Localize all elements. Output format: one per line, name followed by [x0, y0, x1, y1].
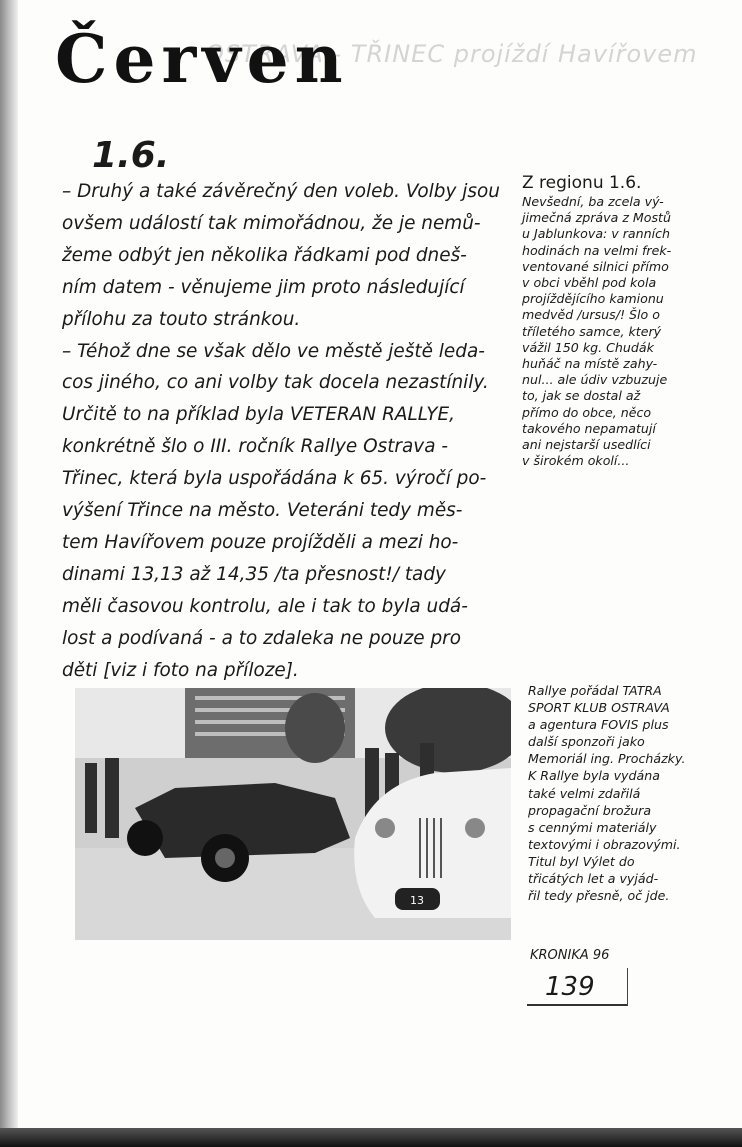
- text-line: ani nejstarší usedlíci: [522, 437, 651, 453]
- text-line: SPORT KLUB OSTRAVA: [528, 700, 670, 716]
- text-line: huňáč na místě zahy-: [522, 356, 658, 372]
- text-line: cos jiného, co ani volby tak docela nezastínily.: [62, 371, 489, 394]
- text-line: děti [viz i foto na příloze].: [62, 658, 299, 681]
- text-line: ním datem - věnujeme jim proto následující: [62, 275, 465, 298]
- text-line: Memoriál ing. Procházky.: [528, 751, 686, 767]
- text-line: lost a podívaná - a to zdaleka ne pouze pro: [62, 626, 462, 649]
- text-line: – Téhož dne se však dělo ve městě ještě leda-: [62, 339, 485, 362]
- text-line: ovšem událostí tak mimořádnou, že je nemů-: [62, 211, 481, 234]
- text-line: – Druhý a také závěrečný den voleb. Volby jsou: [62, 180, 500, 202]
- text-line: dinami 13,13 až 14,35 /ta přesnost!/ tady: [62, 562, 446, 585]
- text-line: tem Havířovem pouze projížděli a mezi ho-: [62, 530, 459, 553]
- text-line: Třinec, která byla uspořádána k 65. výročí po-: [62, 467, 487, 490]
- region-news: [522, 172, 732, 469]
- text-line: řil tedy přesně, oč jde.: [528, 888, 670, 904]
- region-heading: Z regionu 1.6.: [522, 173, 642, 193]
- plate-number: 13: [410, 894, 424, 907]
- rally-photo: [75, 688, 511, 940]
- text-line: Nevšední, ba zcela vý-: [522, 194, 664, 209]
- month-heading: Červen: [55, 20, 349, 98]
- bleed-through-text: OSTRAVA - TŘINEC projíždí Havířovem: [205, 40, 698, 68]
- text-line: další sponzoři jako: [528, 734, 645, 750]
- scan-bottom-edge: [0, 1128, 742, 1147]
- text-line: medvěd /ursus/! Šlo o: [522, 307, 660, 323]
- text-line: měli časovou kontrolu, ale i tak to byla udá-: [62, 594, 468, 617]
- page-number: 139: [545, 972, 595, 1002]
- text-line: žeme odbýt jen několika řádkami pod dneš-: [62, 243, 467, 266]
- text-line: textovými i obrazovými.: [528, 836, 681, 852]
- text-line: Titul byl Výlet do: [528, 853, 635, 869]
- text-line: přímo do obce, něco: [522, 404, 652, 420]
- text-line: ventované silnici přímo: [522, 258, 669, 274]
- text-line: s cennými materiály: [528, 819, 657, 835]
- main-entry: [62, 176, 508, 687]
- text-line: vážil 150 kg. Chudák: [522, 339, 654, 355]
- text-line: hodinách na velmi frek-: [522, 242, 672, 258]
- text-line: u Jablunkova: v ranních: [522, 226, 671, 242]
- text-line: propagační brožura: [528, 802, 652, 818]
- text-line: takového nepamatují: [522, 420, 656, 436]
- text-line: výšení Třince na město. Veteráni tedy měs-: [62, 499, 463, 522]
- text-line: K Rallye byla vydána: [528, 768, 660, 784]
- text-line: a agentura FOVIS plus: [528, 717, 669, 733]
- text-line: přílohu za touto stránkou.: [62, 307, 301, 330]
- text-line: to, jak se dostal až: [522, 388, 641, 404]
- text-line: tříletého samce, který: [522, 323, 662, 339]
- text-line: v obci vběhl pod kola: [522, 275, 657, 291]
- text-line: v širokém okolí...: [522, 453, 630, 469]
- text-line: také velmi zdařilá: [528, 785, 641, 801]
- text-line: jimečná zpráva z Mostů: [522, 210, 671, 226]
- text-line: třicátých let a vyjád-: [528, 871, 659, 887]
- date-heading: 1.6.: [92, 135, 170, 176]
- scan-edge: [0, 0, 18, 1147]
- chronicle-label: KRONIKA 96: [530, 948, 610, 963]
- text-line: nul... ale údiv vzbuzuje: [522, 372, 668, 388]
- text-line: Rallye pořádal TATRA: [528, 683, 662, 698]
- text-line: projíždějícího kamionu: [522, 291, 664, 307]
- rally-note: [528, 682, 738, 904]
- text-line: Určitě to na příklad byla VETERAN RALLYE,: [62, 403, 456, 426]
- text-line: konkrétně šlo o III. ročník Rallye Ostrava -: [62, 435, 449, 458]
